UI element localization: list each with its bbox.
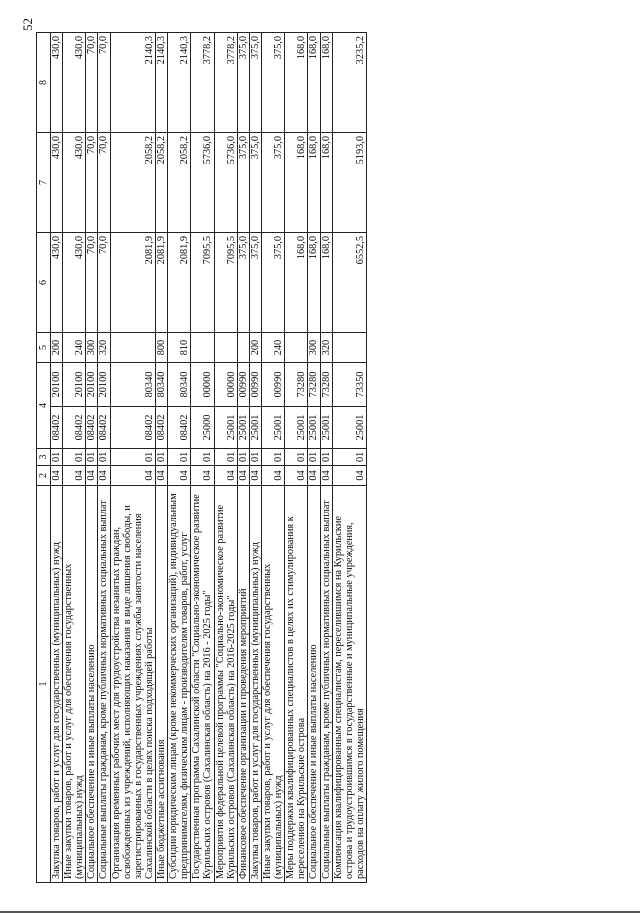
row-name: Организация временных рабочих мест для трудоустройства незанятых граждан, освобожденных из учреждений, исполняющих наказания в виде лишения свободы, и зарегистрированных в государственных учреждениях службы занятости населения Сахалинской области в целях поиска подходящей работы	[110, 486, 155, 883]
expense-code: 00000	[191, 363, 214, 407]
row-name: Иные бюджетные ассигнования	[155, 486, 167, 883]
subsection-code: 01	[51, 449, 63, 466]
expense-code: 00990	[249, 363, 261, 407]
amount-year-3: 70,0	[86, 33, 98, 133]
column-header: 5	[37, 333, 51, 363]
program-code: 08402	[51, 407, 63, 449]
amount-year-2: 70,0	[98, 133, 110, 233]
expense-type-code: 800	[155, 333, 167, 363]
row-name: Компенсация квалифицированным специалистам, переселившимся на Курильские острова и трудоустроившимся в государственные и муниципальные учреждения, расходов на оплату жилого помещения	[332, 486, 366, 883]
amount-year-1: 7095,5	[191, 233, 214, 333]
program-code: 25001	[214, 407, 237, 449]
section-code: 04	[168, 466, 191, 486]
subsection-code: 01	[261, 449, 284, 466]
table-row	[285, 33, 308, 883]
table-row	[320, 33, 332, 883]
expense-code: 73280	[308, 363, 320, 407]
amount-year-2: 5736,0	[191, 133, 214, 233]
row-name: Государственная программа Сахалинской области "Социально-экономическое развитие Курильских островов (Сахалинская область) на 2016 - 2025 годы"	[191, 486, 214, 883]
amount-year-2: 168,0	[285, 133, 308, 233]
expense-code: 20100	[51, 363, 63, 407]
amount-year-1: 168,0	[285, 233, 308, 333]
amount-year-2: 375,0	[261, 133, 284, 233]
program-code: 25001	[285, 407, 308, 449]
amount-year-3: 375,0	[237, 33, 249, 133]
table-row	[249, 33, 261, 883]
table-row	[110, 33, 155, 883]
amount-year-1: 375,0	[261, 233, 284, 333]
expense-type-code: 240	[261, 333, 284, 363]
page-number: 52	[20, 18, 35, 31]
subsection-code: 01	[168, 449, 191, 466]
section-code: 04	[308, 466, 320, 486]
program-code: 25001	[237, 407, 249, 449]
row-name: Закупка товаров, работ и услуг для государственных (муниципальных) нужд	[249, 486, 261, 883]
row-name: Иные закупки товаров, работ и услуг для обеспечения государственных (муниципальных) нужд	[63, 486, 86, 883]
program-code: 08402	[98, 407, 110, 449]
amount-year-3: 375,0	[261, 33, 284, 133]
table-row	[191, 33, 214, 883]
program-code: 25001	[308, 407, 320, 449]
section-code: 04	[285, 466, 308, 486]
expense-code: 00990	[261, 363, 284, 407]
table-row	[168, 33, 191, 883]
table-row	[214, 33, 237, 883]
program-code: 08402	[86, 407, 98, 449]
section-code: 04	[320, 466, 332, 486]
amount-year-1: 70,0	[98, 233, 110, 333]
section-code: 04	[98, 466, 110, 486]
subsection-code: 01	[155, 449, 167, 466]
subsection-code: 01	[237, 449, 249, 466]
section-code: 04	[237, 466, 249, 486]
amount-year-2: 70,0	[86, 133, 98, 233]
amount-year-2: 168,0	[320, 133, 332, 233]
section-code: 04	[249, 466, 261, 486]
expense-type-code: 200	[249, 333, 261, 363]
expense-type-code: 810	[168, 333, 191, 363]
amount-year-1: 168,0	[320, 233, 332, 333]
program-code: 25000	[191, 407, 214, 449]
amount-year-3: 375,0	[249, 33, 261, 133]
expense-code: 80340	[155, 363, 167, 407]
expense-type-code	[110, 333, 155, 363]
row-name: Социальные выплаты гражданам, кроме публичных нормативных социальных выплат	[320, 486, 332, 883]
section-code: 04	[63, 466, 86, 486]
amount-year-2: 168,0	[308, 133, 320, 233]
expense-code: 73280	[285, 363, 308, 407]
amount-year-2: 2058,2	[168, 133, 191, 233]
expense-type-code	[214, 333, 237, 363]
table-row	[155, 33, 167, 883]
row-name: Мероприятия федеральной целевой программы "Социально-экономическое развитие Курильских островов (Сахалинская область) на 2016-2025 годы"	[214, 486, 237, 883]
expense-code: 73280	[320, 363, 332, 407]
amount-year-3: 70,0	[98, 33, 110, 133]
budget-table	[36, 32, 367, 883]
amount-year-2: 5193,0	[332, 133, 366, 233]
column-header: 8	[37, 33, 51, 133]
amount-year-3: 2140,3	[168, 33, 191, 133]
amount-year-2: 2058,2	[110, 133, 155, 233]
amount-year-2: 430,0	[63, 133, 86, 233]
subsection-code: 01	[110, 449, 155, 466]
amount-year-2: 375,0	[249, 133, 261, 233]
table-row	[308, 33, 320, 883]
section-code: 04	[86, 466, 98, 486]
table-row	[86, 33, 98, 883]
expense-code: 73350	[332, 363, 366, 407]
amount-year-3: 168,0	[320, 33, 332, 133]
amount-year-1: 430,0	[51, 233, 63, 333]
section-code: 04	[51, 466, 63, 486]
amount-year-1: 7095,5	[214, 233, 237, 333]
expense-type-code: 200	[51, 333, 63, 363]
column-header: 1	[37, 486, 51, 883]
amount-year-2: 430,0	[51, 133, 63, 233]
expense-code: 20100	[98, 363, 110, 407]
subsection-code: 01	[191, 449, 214, 466]
amount-year-2: 5736,0	[214, 133, 237, 233]
expense-type-code: 300	[308, 333, 320, 363]
subsection-code: 01	[308, 449, 320, 466]
row-name: Социальное обеспечение и иные выплаты населению	[308, 486, 320, 883]
amount-year-3: 3778,2	[191, 33, 214, 133]
amount-year-1: 168,0	[308, 233, 320, 333]
amount-year-3: 2140,3	[110, 33, 155, 133]
column-header: 4	[37, 363, 51, 449]
subsection-code: 01	[86, 449, 98, 466]
amount-year-3: 3778,2	[214, 33, 237, 133]
amount-year-3: 168,0	[308, 33, 320, 133]
table-row	[237, 33, 249, 883]
program-code: 08402	[63, 407, 86, 449]
program-code: 08402	[155, 407, 167, 449]
column-header: 6	[37, 233, 51, 333]
expense-code: 00990	[237, 363, 249, 407]
table-row	[332, 33, 366, 883]
amount-year-1: 375,0	[249, 233, 261, 333]
row-name: Субсидии юридическим лицам (кроме некоммерческих организаций), индивидуальным предпринимателям, физическим лицам - производителям товаров, работ, услуг	[168, 486, 191, 883]
amount-year-1: 2081,9	[155, 233, 167, 333]
amount-year-2: 375,0	[237, 133, 249, 233]
subsection-code: 01	[332, 449, 366, 466]
expense-type-code: 320	[98, 333, 110, 363]
amount-year-3: 430,0	[51, 33, 63, 133]
column-header: 2	[37, 466, 51, 486]
expense-code: 20100	[63, 363, 86, 407]
table-row	[261, 33, 284, 883]
row-name: Социальные выплаты гражданам, кроме публичных нормативных социальных выплат	[98, 486, 110, 883]
expense-type-code: 300	[86, 333, 98, 363]
table-row	[98, 33, 110, 883]
table-row	[63, 33, 86, 883]
section-code: 04	[110, 466, 155, 486]
section-code: 04	[191, 466, 214, 486]
expense-code: 80340	[168, 363, 191, 407]
amount-year-1: 2081,9	[168, 233, 191, 333]
column-header: 3	[37, 449, 51, 466]
row-name: Меры поддержки квалифицированных специалистов в целях их стимулирования к переселению на Курильские острова	[285, 486, 308, 883]
table-row	[51, 33, 63, 883]
expense-type-code	[332, 333, 366, 363]
amount-year-1: 2081,9	[110, 233, 155, 333]
amount-year-3: 168,0	[285, 33, 308, 133]
amount-year-3: 430,0	[63, 33, 86, 133]
column-header-row	[37, 33, 51, 883]
amount-year-1: 375,0	[237, 233, 249, 333]
row-name: Финансовое обеспечение организации и проведения мероприятий	[237, 486, 249, 883]
row-name: Закупка товаров, работ и услуг для государственных (муниципальных) нужд	[51, 486, 63, 883]
subsection-code: 01	[249, 449, 261, 466]
expense-type-code	[191, 333, 214, 363]
program-code: 08402	[110, 407, 155, 449]
expense-code: 80340	[110, 363, 155, 407]
amount-year-3: 3235,2	[332, 33, 366, 133]
row-name: Социальное обеспечение и иные выплаты населению	[86, 486, 98, 883]
subsection-code: 01	[285, 449, 308, 466]
amount-year-2: 2058,2	[155, 133, 167, 233]
program-code: 25001	[332, 407, 366, 449]
program-code: 25001	[320, 407, 332, 449]
section-code: 04	[332, 466, 366, 486]
amount-year-1: 6552,5	[332, 233, 366, 333]
section-code: 04	[155, 466, 167, 486]
expense-code: 20100	[86, 363, 98, 407]
subsection-code: 01	[63, 449, 86, 466]
section-code: 04	[261, 466, 284, 486]
program-code: 08402	[168, 407, 191, 449]
expense-type-code	[285, 333, 308, 363]
expense-code: 00000	[214, 363, 237, 407]
section-code: 04	[214, 466, 237, 486]
column-header: 7	[37, 133, 51, 233]
subsection-code: 01	[98, 449, 110, 466]
program-code: 25001	[261, 407, 284, 449]
subsection-code: 01	[214, 449, 237, 466]
subsection-code: 01	[320, 449, 332, 466]
amount-year-1: 70,0	[86, 233, 98, 333]
expense-type-code: 320	[320, 333, 332, 363]
expense-type-code: 240	[63, 333, 86, 363]
program-code: 25001	[249, 407, 261, 449]
expense-type-code	[237, 333, 249, 363]
amount-year-3: 2140,3	[155, 33, 167, 133]
amount-year-1: 430,0	[63, 233, 86, 333]
row-name: Иные закупки товаров, работ и услуг для обеспечения государственных (муниципальных) нужд	[261, 486, 284, 883]
